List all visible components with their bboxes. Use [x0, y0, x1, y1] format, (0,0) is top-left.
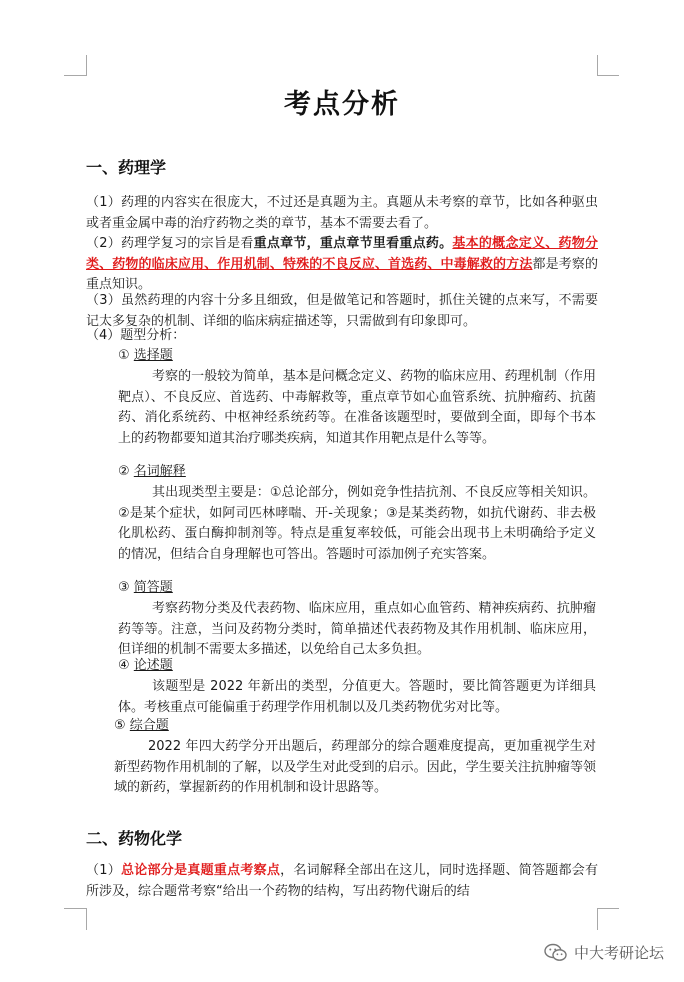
red-emphasis: 总论部分是真题重点考察点 — [121, 863, 281, 878]
question-type-5-label — [114, 716, 169, 737]
paragraph-text: 其出现类型主要是：①总论部分，例如竞争性拮抗剂、不良反应等相关知识。②是某个症状，如阿司匹林哮喘、开-关现象；③是某类药物，如抗代谢药、非去极化肌松药、蛋白酶抑制剂等。特点是重复率较低，可能会出现书上未明确给予定义的情况，但结合自身理解也可答出。答题时可添加例子充实答案。 — [118, 485, 596, 562]
paragraph-4 — [86, 326, 185, 347]
paragraph-number: （2） — [86, 236, 122, 251]
circled-number: ③ — [118, 580, 130, 595]
paragraph-text-d: 都是考察的重点知识。 — [86, 256, 598, 292]
paragraph-text-a: 药理学复习的宗旨是看 — [121, 236, 254, 251]
question-type-1-text — [118, 367, 596, 449]
crop-mark-top-right-v — [597, 55, 598, 76]
question-type-name: 名词解释 — [133, 464, 186, 479]
paragraph-text: 题型分析： — [120, 328, 186, 343]
question-type-2-text — [118, 483, 596, 565]
section2-paragraph-1 — [86, 861, 598, 902]
paragraph-text: 2022 年四大药学分开出题后，药理部分的综合题难度提高，更加重视学生对新型药物作用机制的了解，以及学生对此受到的启示。因此，学生要关注抗肿瘤等领域的新药，掌握新药的作用机制和设计思路等。 — [114, 739, 596, 795]
paragraph-text: 该题型是 2022 年新出的类型，分值更大。答题时，要比简答题更为详细具体。考核重点可能偏重于药理学作用机制以及几类药物优劣对比等。 — [118, 679, 596, 715]
bold-emphasis: 重点章节，重点章节里看重点药。 — [253, 236, 453, 251]
crop-mark-top-left-h — [64, 75, 86, 76]
crop-mark-bottom-right-v — [597, 908, 598, 930]
crop-mark-top-left-v — [86, 55, 87, 76]
section-heading-pharmacology: 一、药理学 — [86, 158, 167, 177]
crop-mark-top-right-h — [597, 75, 619, 76]
paragraph-2 — [86, 234, 598, 296]
page-title: 考点分析 — [284, 89, 400, 120]
paragraph-text: ，名词解释全部出在这儿，同时选择题、简答题都会有所涉及，综合题常考察“给出一个药物的结构，写出药物代谢后的结 — [86, 863, 598, 899]
paragraph-text: 考察的一般较为简单，基本是问概念定义、药物的临床应用、药理机制（作用靶点）、不良反应、首选药、中毒解救等，重点章节如心血管系统、抗肿瘤药、抗菌药、消化系统药、中枢神经系统药等。在准备该题型时，要做到全面，即每个书本上的药物都要知道其治疗哪类疾病，知道其作用靶点是什么等等。 — [118, 369, 596, 446]
paragraph-number: （1） — [86, 195, 122, 210]
paragraph-text: 虽然药理的内容十分多且细致，但是做笔记和答题时，抓住关键的点来写，不需要记太多复杂的机制、详细的临床病症描述等，只需做到有印象即可。 — [86, 293, 598, 329]
crop-mark-bottom-right-h — [597, 908, 619, 909]
question-type-4-text — [118, 677, 596, 718]
circled-number: ① — [118, 348, 130, 363]
paragraph-1 — [86, 193, 598, 234]
question-type-1-label — [118, 346, 173, 367]
watermark-text: 中大考研论坛 — [573, 944, 664, 962]
circled-number: ② — [118, 464, 130, 479]
paragraph-text: 考察药物分类及代表药物、临床应用，重点如心血管药、精神疾病药、抗肿瘤药等等。注意，当问及药物分类时，简单描述代表药物及其作用机制、临床应用，但详细的机制不需要太多描述，以免给自己太多负担。 — [118, 601, 596, 657]
question-type-3-text — [118, 599, 596, 661]
question-type-2-label — [118, 462, 186, 483]
wechat-icon — [544, 943, 568, 963]
red-highlight: 基本的概念定义、药物分类、药物的临床应用、作用机制、特殊的不良反应、首选药、中毒解救的方法 — [86, 236, 598, 272]
paragraph-number: （3） — [86, 293, 122, 308]
question-type-4-label — [118, 656, 173, 677]
paragraph-number: （1） — [86, 863, 122, 878]
circled-number: ⑤ — [114, 718, 126, 733]
crop-mark-bottom-left-v — [86, 908, 87, 930]
paragraph-number: （4） — [86, 328, 121, 343]
question-type-name: 简答题 — [133, 580, 173, 595]
section-heading-medicinal-chemistry: 二、药物化学 — [86, 829, 183, 848]
question-type-name: 综合题 — [129, 718, 169, 733]
watermark — [544, 942, 664, 963]
circled-number: ④ — [118, 658, 130, 673]
question-type-name: 选择题 — [133, 348, 173, 363]
paragraph-text: 药理的内容实在很庞大，不过还是真题为主。真题从未考察的章节，比如各种驱虫或者重金属中毒的治疗药物之类的章节，基本不需要去看了。 — [86, 195, 598, 231]
question-type-name: 论述题 — [133, 658, 173, 673]
question-type-5-text — [114, 737, 596, 799]
question-type-3-label — [118, 578, 173, 599]
crop-mark-bottom-left-h — [64, 908, 86, 909]
